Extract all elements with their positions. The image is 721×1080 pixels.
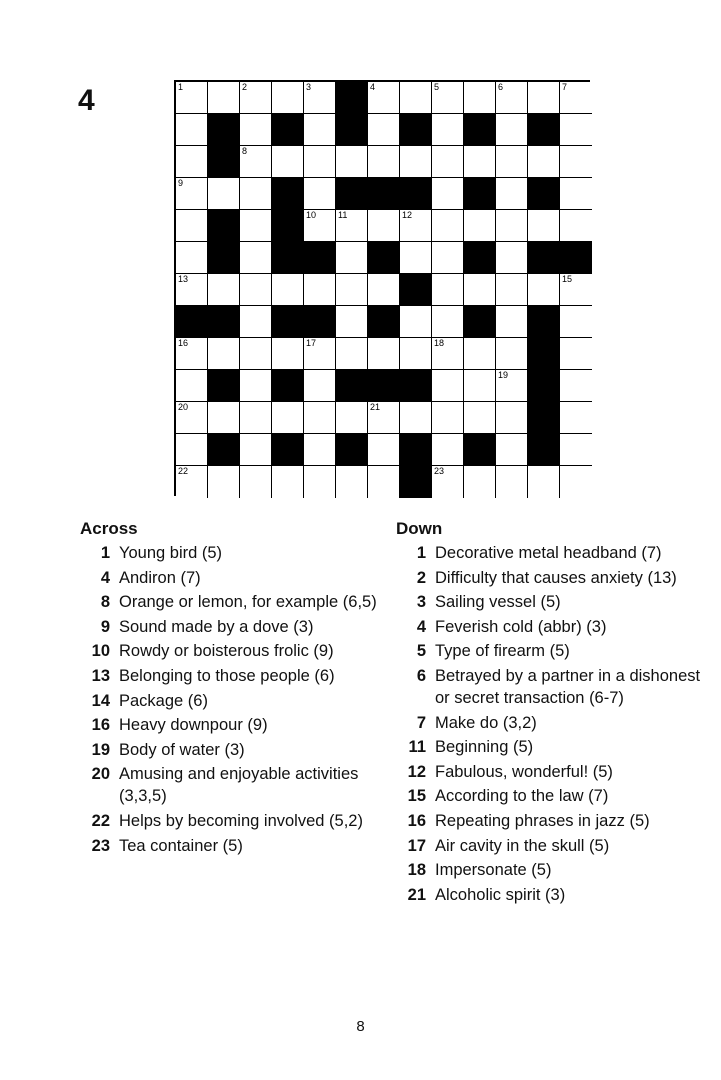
clue-text: Rowdy or boisterous frolic (9) xyxy=(119,642,334,661)
cell-number: 21 xyxy=(370,402,381,412)
across-clue xyxy=(80,739,380,761)
clue-number: 2 xyxy=(416,568,426,587)
grid-block xyxy=(336,114,368,146)
grid-block xyxy=(272,114,304,146)
grid-cell[interactable] xyxy=(176,338,208,370)
down-clue xyxy=(396,810,716,832)
grid-block xyxy=(400,178,432,210)
cell-number: 23 xyxy=(434,466,445,476)
grid-cell[interactable] xyxy=(304,338,336,370)
grid-block xyxy=(208,306,240,338)
grid-block xyxy=(464,114,496,146)
grid-block xyxy=(400,274,432,306)
grid-cell[interactable] xyxy=(496,338,528,370)
grid-cell[interactable] xyxy=(560,466,592,498)
clue-number: 13 xyxy=(91,666,110,685)
grid-cell[interactable] xyxy=(432,402,464,434)
grid-cell[interactable] xyxy=(432,434,464,466)
grid-cell[interactable] xyxy=(496,178,528,210)
down-clue xyxy=(396,665,716,709)
clue-number: 4 xyxy=(416,617,426,636)
grid-cell[interactable] xyxy=(496,434,528,466)
grid-cell[interactable] xyxy=(304,434,336,466)
grid-cell[interactable] xyxy=(240,370,272,402)
grid-cell[interactable] xyxy=(496,114,528,146)
grid-block xyxy=(176,306,208,338)
grid-block xyxy=(208,434,240,466)
grid-block xyxy=(336,434,368,466)
cell-number: 17 xyxy=(306,338,317,348)
grid-cell[interactable] xyxy=(240,274,272,306)
grid-cell[interactable] xyxy=(336,306,368,338)
clue-text: Amusing and enjoyable activities (3,3,5) xyxy=(119,765,359,806)
grid-cell[interactable] xyxy=(336,466,368,498)
grid-block xyxy=(368,306,400,338)
grid-cell[interactable] xyxy=(368,434,400,466)
clue-text: Feverish cold (abbr) (3) xyxy=(435,617,607,636)
across-clue xyxy=(80,763,380,807)
grid-cell[interactable] xyxy=(560,306,592,338)
clue-number: 17 xyxy=(407,836,426,855)
grid-block xyxy=(400,114,432,146)
grid-cell[interactable] xyxy=(400,210,432,242)
grid-cell[interactable] xyxy=(272,146,304,178)
grid-cell[interactable] xyxy=(368,466,400,498)
grid-cell[interactable] xyxy=(528,82,560,114)
clue-number: 21 xyxy=(407,885,426,904)
grid-cell[interactable] xyxy=(176,434,208,466)
grid-cell[interactable] xyxy=(304,466,336,498)
down-clue xyxy=(396,785,716,807)
down-clue xyxy=(396,591,716,613)
grid-cell[interactable] xyxy=(240,82,272,114)
clue-text: Betrayed by a partner in a dishonest or secret transaction (6-7) xyxy=(435,666,701,707)
clue-text: Sailing vessel (5) xyxy=(435,593,561,612)
grid-cell[interactable] xyxy=(176,114,208,146)
clue-text: Belonging to those people (6) xyxy=(119,666,335,685)
down-clue xyxy=(396,712,716,734)
grid-block xyxy=(208,370,240,402)
grid-cell[interactable] xyxy=(336,242,368,274)
clue-text: Young bird (5) xyxy=(119,544,223,562)
grid-cell[interactable] xyxy=(240,210,272,242)
across-clue xyxy=(80,542,380,564)
grid-cell[interactable] xyxy=(240,146,272,178)
grid-cell[interactable] xyxy=(496,274,528,306)
cell-number: 20 xyxy=(178,402,189,412)
page-number: 8 xyxy=(356,1018,365,1035)
grid-cell[interactable] xyxy=(240,306,272,338)
grid-block xyxy=(336,370,368,402)
clue-number: 15 xyxy=(407,787,426,806)
down-clue xyxy=(396,616,716,638)
grid-cell[interactable] xyxy=(496,242,528,274)
grid-cell[interactable] xyxy=(208,178,240,210)
grid-cell[interactable] xyxy=(240,434,272,466)
across-clue xyxy=(80,640,380,662)
grid-block xyxy=(528,114,560,146)
clue-text: Beginning (5) xyxy=(435,738,534,757)
grid-cell[interactable] xyxy=(432,370,464,402)
down-clue xyxy=(396,761,716,783)
grid-cell[interactable] xyxy=(272,338,304,370)
down-clue xyxy=(396,736,716,758)
grid-cell[interactable] xyxy=(208,338,240,370)
grid-cell[interactable] xyxy=(272,466,304,498)
cell-number: 19 xyxy=(498,370,509,380)
grid-cell[interactable] xyxy=(336,338,368,370)
across-clue xyxy=(80,665,380,687)
grid-cell[interactable] xyxy=(368,210,400,242)
across-clue xyxy=(80,591,380,613)
clue-number: 16 xyxy=(407,811,426,830)
grid-block xyxy=(272,434,304,466)
clue-number: 23 xyxy=(91,836,110,855)
grid-cell[interactable] xyxy=(560,402,592,434)
grid-cell[interactable] xyxy=(560,370,592,402)
cell-number: 18 xyxy=(434,338,445,348)
grid-cell[interactable] xyxy=(368,114,400,146)
grid-cell[interactable] xyxy=(560,146,592,178)
grid-cell[interactable] xyxy=(304,114,336,146)
across-clue xyxy=(80,714,380,736)
cell-number: 4 xyxy=(370,82,376,92)
clue-number: 1 xyxy=(416,544,426,562)
grid-cell[interactable] xyxy=(208,402,240,434)
grid-block xyxy=(304,306,336,338)
across-clue xyxy=(80,616,380,638)
clue-text: Make do (3,2) xyxy=(435,713,537,732)
grid-block xyxy=(464,306,496,338)
grid-block xyxy=(336,178,368,210)
down-clue-list xyxy=(396,542,716,906)
grid-cell[interactable] xyxy=(240,466,272,498)
grid-block xyxy=(272,306,304,338)
cell-number: 3 xyxy=(306,82,312,92)
grid-cell[interactable] xyxy=(240,242,272,274)
clue-text: Decorative metal headband (7) xyxy=(435,544,662,562)
clue-number: 10 xyxy=(91,642,110,661)
grid-cell[interactable] xyxy=(208,466,240,498)
grid-cell[interactable] xyxy=(176,210,208,242)
grid-cell[interactable] xyxy=(400,242,432,274)
clue-text: Alcoholic spirit (3) xyxy=(435,885,566,904)
clue-text: Heavy downpour (9) xyxy=(119,716,268,735)
grid-cell[interactable] xyxy=(240,402,272,434)
grid-cell[interactable] xyxy=(464,466,496,498)
clue-number: 20 xyxy=(91,765,110,784)
down-clue xyxy=(396,640,716,662)
grid-block xyxy=(368,178,400,210)
grid-cell[interactable] xyxy=(176,178,208,210)
grid-block xyxy=(400,434,432,466)
clue-text: Air cavity in the skull (5) xyxy=(435,836,610,855)
down-clue xyxy=(396,859,716,881)
cell-number: 15 xyxy=(562,274,573,284)
grid-cell[interactable] xyxy=(240,338,272,370)
clue-number: 22 xyxy=(91,811,110,830)
grid-cell[interactable] xyxy=(336,402,368,434)
grid-cell[interactable] xyxy=(464,274,496,306)
grid-cell[interactable] xyxy=(176,274,208,306)
grid-cell[interactable] xyxy=(208,82,240,114)
grid-cell[interactable] xyxy=(560,274,592,306)
grid-cell[interactable] xyxy=(528,466,560,498)
cell-number: 5 xyxy=(434,82,440,92)
grid-block xyxy=(272,210,304,242)
clue-number: 19 xyxy=(91,740,110,759)
grid-cell[interactable] xyxy=(560,178,592,210)
grid-cell[interactable] xyxy=(560,114,592,146)
grid-cell[interactable] xyxy=(304,210,336,242)
cell-number: 8 xyxy=(242,146,248,156)
clue-number: 3 xyxy=(416,593,426,612)
grid-cell[interactable] xyxy=(240,178,272,210)
clue-text: Difficulty that causes anxiety (13) xyxy=(435,568,677,587)
across-heading: Across xyxy=(80,519,138,538)
grid-cell[interactable] xyxy=(304,178,336,210)
grid-block xyxy=(304,242,336,274)
grid-cell[interactable] xyxy=(368,402,400,434)
grid-cell[interactable] xyxy=(496,370,528,402)
grid-cell[interactable] xyxy=(432,466,464,498)
cell-number: 16 xyxy=(178,338,189,348)
grid-cell[interactable] xyxy=(304,82,336,114)
clue-text: Andiron (7) xyxy=(119,568,201,587)
grid-block xyxy=(528,402,560,434)
grid-cell[interactable] xyxy=(432,178,464,210)
across-clue xyxy=(80,835,380,857)
grid-cell[interactable] xyxy=(400,402,432,434)
grid-block xyxy=(464,434,496,466)
grid-cell[interactable] xyxy=(400,146,432,178)
grid-block xyxy=(528,370,560,402)
grid-block xyxy=(528,178,560,210)
clue-text: Body of water (3) xyxy=(119,740,245,759)
clue-number: 4 xyxy=(100,568,110,587)
grid-cell[interactable] xyxy=(560,338,592,370)
clue-text: According to the law (7) xyxy=(435,787,609,806)
grid-cell[interactable] xyxy=(432,242,464,274)
down-clue xyxy=(396,835,716,857)
grid-cell[interactable] xyxy=(176,146,208,178)
grid-cell[interactable] xyxy=(272,82,304,114)
down-clue xyxy=(396,542,716,564)
grid-block xyxy=(272,370,304,402)
grid-cell[interactable] xyxy=(560,210,592,242)
grid-cell[interactable] xyxy=(336,146,368,178)
across-clue xyxy=(80,567,380,589)
grid-block xyxy=(368,242,400,274)
grid-block xyxy=(400,370,432,402)
grid-cell[interactable] xyxy=(336,274,368,306)
grid-cell[interactable] xyxy=(304,146,336,178)
clue-number: 8 xyxy=(100,593,110,612)
grid-cell[interactable] xyxy=(176,370,208,402)
grid-cell[interactable] xyxy=(464,210,496,242)
grid-cell[interactable] xyxy=(496,306,528,338)
grid-block xyxy=(400,466,432,498)
clue-text: Repeating phrases in jazz (5) xyxy=(435,811,650,830)
grid-cell[interactable] xyxy=(496,146,528,178)
clue-number: 6 xyxy=(416,666,426,685)
grid-cell[interactable] xyxy=(432,146,464,178)
cell-number: 9 xyxy=(178,178,184,188)
grid-cell[interactable] xyxy=(560,82,592,114)
down-clue xyxy=(396,567,716,589)
clue-number: 16 xyxy=(91,716,110,735)
grid-cell[interactable] xyxy=(400,306,432,338)
grid-block xyxy=(528,338,560,370)
grid-cell[interactable] xyxy=(400,82,432,114)
cell-number: 22 xyxy=(178,466,189,476)
clue-number: 11 xyxy=(408,738,426,757)
clue-text: Orange or lemon, for example (6,5) xyxy=(119,593,377,612)
across-clues xyxy=(80,518,380,859)
grid-block xyxy=(272,178,304,210)
grid-cell[interactable] xyxy=(176,466,208,498)
cell-number: 13 xyxy=(178,274,189,284)
clue-text: Fabulous, wonderful! (5) xyxy=(435,762,613,781)
grid-cell[interactable] xyxy=(432,338,464,370)
grid-cell[interactable] xyxy=(368,338,400,370)
grid-block xyxy=(528,306,560,338)
grid-cell[interactable] xyxy=(496,82,528,114)
grid-cell[interactable] xyxy=(400,338,432,370)
grid-block xyxy=(528,434,560,466)
grid-block xyxy=(208,114,240,146)
grid-block xyxy=(528,242,560,274)
grid-cell[interactable] xyxy=(368,274,400,306)
clue-number: 1 xyxy=(100,544,110,562)
grid-cell[interactable] xyxy=(336,210,368,242)
across-clue xyxy=(80,810,380,832)
grid-block xyxy=(560,242,592,274)
clue-text: Helps by becoming involved (5,2) xyxy=(119,811,363,830)
grid-cell[interactable] xyxy=(304,274,336,306)
clue-text: Tea container (5) xyxy=(119,836,243,855)
grid-cell[interactable] xyxy=(528,274,560,306)
crossword-grid xyxy=(174,80,590,496)
grid-cell[interactable] xyxy=(464,402,496,434)
clue-number: 5 xyxy=(416,642,426,661)
grid-cell[interactable] xyxy=(432,210,464,242)
grid-cell[interactable] xyxy=(464,146,496,178)
grid-cell[interactable] xyxy=(560,434,592,466)
cell-number: 6 xyxy=(498,82,504,92)
down-heading: Down xyxy=(396,519,443,538)
grid-block xyxy=(272,242,304,274)
grid-cell[interactable] xyxy=(304,402,336,434)
grid-block xyxy=(368,370,400,402)
cell-number: 1 xyxy=(178,82,184,92)
grid-block xyxy=(464,242,496,274)
puzzle-number: 4 xyxy=(78,84,95,117)
cell-number: 2 xyxy=(242,82,248,92)
grid-cell[interactable] xyxy=(272,274,304,306)
grid-cell[interactable] xyxy=(528,210,560,242)
grid-cell[interactable] xyxy=(304,370,336,402)
across-clue xyxy=(80,690,380,712)
cell-number: 7 xyxy=(562,82,568,92)
cell-number: 14 xyxy=(402,274,413,284)
grid-cell[interactable] xyxy=(432,114,464,146)
grid-cell[interactable] xyxy=(432,274,464,306)
grid-cell[interactable] xyxy=(496,466,528,498)
clue-number: 9 xyxy=(100,617,110,636)
grid-cell[interactable] xyxy=(176,82,208,114)
grid-cell[interactable] xyxy=(240,114,272,146)
grid-cell[interactable] xyxy=(496,402,528,434)
grid-block xyxy=(464,178,496,210)
cell-number: 11 xyxy=(338,210,348,220)
grid-cell[interactable] xyxy=(272,402,304,434)
grid-cell[interactable] xyxy=(432,82,464,114)
grid-block xyxy=(208,210,240,242)
grid-block xyxy=(208,242,240,274)
grid-cell[interactable] xyxy=(208,274,240,306)
clue-number: 18 xyxy=(407,861,426,880)
grid-cell[interactable] xyxy=(528,146,560,178)
grid-cell[interactable] xyxy=(368,146,400,178)
grid-cell[interactable] xyxy=(176,242,208,274)
grid-block xyxy=(336,82,368,114)
clue-number: 14 xyxy=(91,691,110,710)
grid-cell[interactable] xyxy=(464,370,496,402)
grid-block xyxy=(208,146,240,178)
grid-cell[interactable] xyxy=(176,402,208,434)
cell-number: 10 xyxy=(306,210,317,220)
grid-cell[interactable] xyxy=(496,210,528,242)
grid-cell[interactable] xyxy=(464,82,496,114)
down-clues xyxy=(396,518,716,908)
clue-text: Package (6) xyxy=(119,691,208,710)
cell-number: 12 xyxy=(402,210,413,220)
grid-cell[interactable] xyxy=(432,306,464,338)
clue-text: Type of firearm (5) xyxy=(435,642,570,661)
clue-text: Sound made by a dove (3) xyxy=(119,617,314,636)
clue-number: 12 xyxy=(407,762,426,781)
clue-number: 7 xyxy=(416,713,426,732)
across-clue-list xyxy=(80,542,380,857)
grid-cell[interactable] xyxy=(368,82,400,114)
clue-text: Impersonate (5) xyxy=(435,861,552,880)
down-clue xyxy=(396,884,716,906)
grid-cell[interactable] xyxy=(464,338,496,370)
